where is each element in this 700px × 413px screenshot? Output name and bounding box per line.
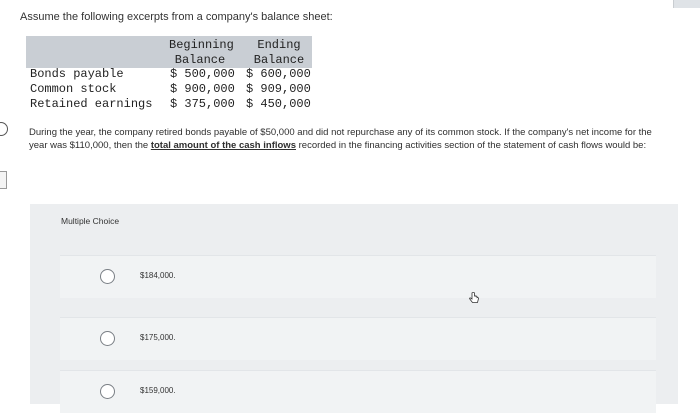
question-marker-icon [0,122,8,136]
submit-button-edge[interactable] [673,0,700,8]
table-row [26,67,312,82]
header-ending-line1: Ending [257,38,301,52]
header-beginning-line2: Balance [174,53,226,67]
choice-label: $184,000. [140,271,176,280]
question-text [29,126,669,152]
choice-option[interactable] [60,255,656,298]
side-tab-icon[interactable] [0,171,7,189]
row-label: Common stock [30,82,117,96]
multiple-choice-panel [30,204,678,404]
multiple-choice-title: Multiple Choice [61,216,120,226]
row-beginning: $ 900,000 [170,82,235,96]
question-highlight: total amount of the cash inflows [150,140,296,151]
question-part2: recorded in the financing activities section of the statement of cash flows would be: [295,140,647,151]
choice-label: $175,000. [140,333,176,342]
radio-circle-icon[interactable] [100,331,115,346]
header-beginning-line1: Beginning [169,38,234,52]
intro-text: Assume the following excerpts from a company's balance sheet: [20,11,333,23]
row-label: Bonds payable [30,67,124,81]
row-beginning: $ 375,000 [170,97,235,111]
radio-circle-icon[interactable] [100,384,115,399]
choice-option[interactable] [60,370,656,413]
header-beginning [169,38,234,68]
choice-option[interactable] [60,317,656,360]
hand-cursor-icon [468,292,480,304]
choice-label: $159,000. [140,386,176,395]
row-beginning: $ 500,000 [170,67,235,81]
table-header [26,36,312,68]
question-part1: During the year, the company retired bonds payable of $50,000 and did not repurchase any of its common stock. If the company's net income for the year was $110,000, then the [29,127,652,151]
header-ending [248,38,310,68]
table-row [26,82,312,97]
table-row [26,97,312,112]
radio-circle-icon[interactable] [100,269,115,284]
row-ending: $ 600,000 [246,67,311,81]
row-ending: $ 450,000 [246,97,311,111]
row-label: Retained earnings [30,97,153,111]
row-ending: $ 909,000 [246,82,311,96]
header-ending-line2: Balance [253,53,305,67]
